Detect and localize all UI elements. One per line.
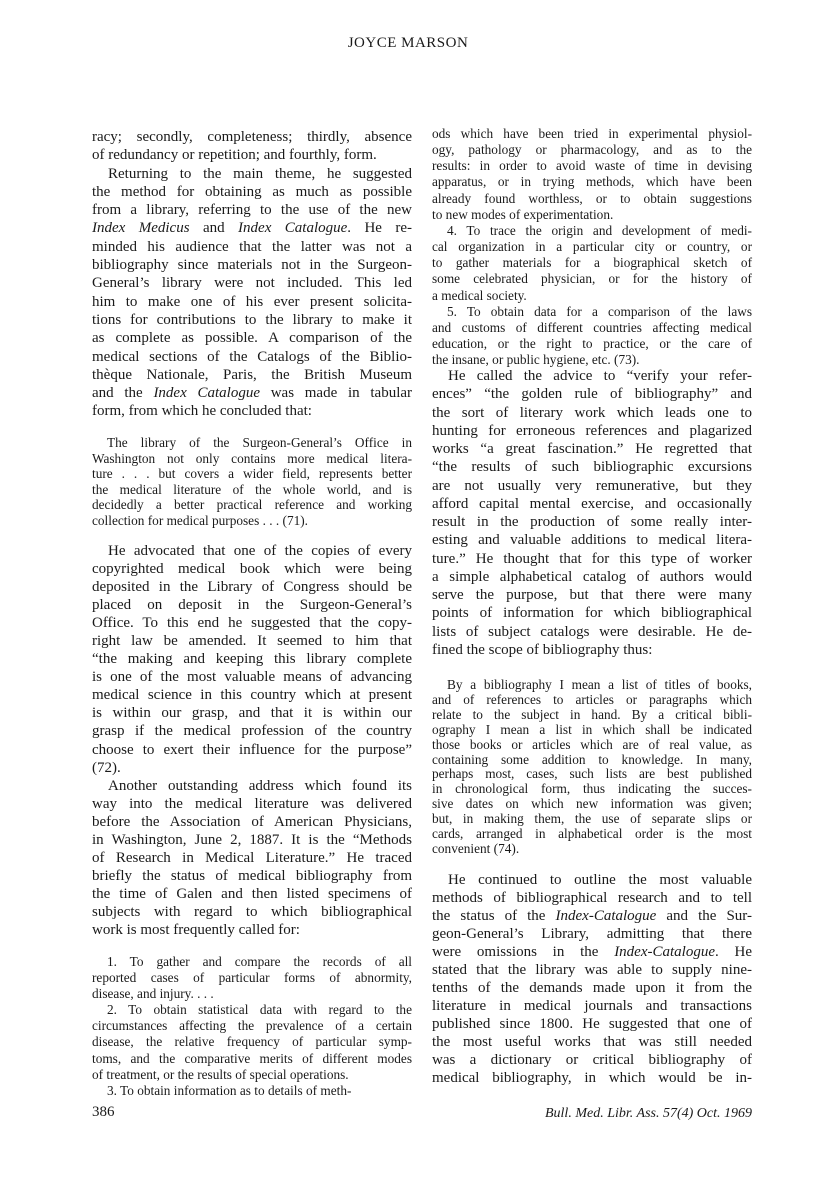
text-line: 5. To obtain data for a comparison of the laws	[447, 303, 752, 319]
text-line: disease, and injury. . . .	[92, 986, 214, 1002]
text-line: ods which have been tried in experimental physiol-	[432, 126, 752, 141]
text-line: form, from which he concluded that:	[92, 403, 312, 420]
text-line: to gather materials for a biographical sketch of	[432, 255, 752, 271]
right-block-quote	[432, 678, 752, 857]
text-line: cards, arranged in alphabetical order is the most	[432, 826, 752, 842]
text-line: ture . . . but covers a wider field, represents better	[92, 466, 412, 482]
text-line: 3. To obtain information as to details of meth-	[107, 1082, 352, 1098]
text-line: the insane, or public hygiene, etc. (73).	[432, 352, 640, 368]
text-line: “the making and keeping this library complete	[92, 651, 412, 668]
text-line: medical bibliography, in which would be in-	[432, 1070, 752, 1086]
text-line: choose to exert their influence for the purpose”	[92, 741, 412, 758]
text-line: containing some addition to knowledge. In many,	[432, 751, 752, 767]
text-line: tenths of the demands made upon it from the	[432, 980, 752, 996]
text-line: placed on deposit in the Surgeon-General’s	[92, 597, 412, 614]
text-line: racy; secondly, completeness; thirdly, absence	[92, 129, 412, 145]
text-line: in Washington, June 2, 1887. It is the “Methods	[92, 831, 412, 848]
text-line: lists of subject catalogs were desirable. He de-	[432, 623, 752, 640]
running-head: JOYCE MARSON	[347, 35, 469, 51]
text-line: but, in making them, the use of separate slips or	[432, 811, 752, 827]
page-number: 386	[92, 1104, 115, 1120]
text-line: literature in medical journals and transactions	[432, 998, 752, 1014]
text-line: cal organization in a particular city or country, or	[432, 239, 752, 255]
text-line: fined the scope of bibliography thus:	[432, 641, 653, 658]
text-line: disease, the relative frequency of particular symp-	[92, 1034, 412, 1050]
text-line: 1. To gather and compare the records of all	[107, 954, 412, 969]
italic-title: Index-Catalogue	[555, 908, 657, 924]
text-line: He continued to outline the most valuable	[448, 872, 752, 888]
text-line: a simple alphabetical catalog of authors would	[432, 568, 752, 585]
text-line: and customs of different countries affecting medical	[432, 319, 752, 335]
text-line: education, or the right to practice, or the care of	[432, 336, 752, 352]
italic-title: Index Catalogue	[153, 385, 260, 402]
text-line: as complete as possible. A comparison of the	[92, 330, 412, 347]
text-line: deposited in the Library of Congress should be	[92, 579, 412, 596]
left-numbered-list	[92, 954, 412, 1099]
text-line: is within our grasp, and that it is within our	[92, 705, 412, 722]
text-line: the method for obtaining as much as possible	[92, 183, 412, 200]
text-line: geon-General’s Library, admitting that there	[432, 926, 752, 942]
text-line: Washington not only contains more medical litera-	[92, 450, 412, 466]
text-line: ences” “the golden rule of bibliography” and	[432, 386, 752, 403]
left-block-quote	[92, 435, 412, 529]
text-line: those books or articles which are of real value, as	[432, 736, 752, 752]
text-line: the sort of literary work which leads one to	[432, 404, 752, 421]
text-line: published since 1800. He suggested that one of	[432, 1016, 752, 1032]
text-line: perhaps most, cases, such lists are best published	[432, 766, 752, 782]
text-line: thèque Nationale, Paris, the British Museum	[92, 366, 412, 383]
text-line: hunting for erroneous references and plagarized	[432, 422, 752, 439]
text-line: subjects with regard to which bibliographical	[92, 903, 412, 920]
right-numbered-list	[432, 126, 752, 368]
journal-citation: Bull. Med. Libr. Ass. 57(4) Oct. 1969	[544, 1106, 752, 1121]
text-line: “the results of such bibliographic excursions	[432, 459, 752, 476]
text-line: a medical society.	[432, 287, 527, 303]
text-line: the time of Galen and then listed specimens of	[92, 885, 412, 902]
text-line: of redundancy or repetition; and fourthly, form.	[92, 147, 377, 164]
text-line: Another outstanding address which found its	[108, 777, 412, 794]
text-line: He called the advice to “verify your refer-	[448, 368, 752, 384]
text-line: Index Medicus and Index Catalogue. He re-	[92, 220, 412, 237]
text-line: By a bibliography I mean a list of titles of books,	[447, 677, 752, 692]
text-line: ture.” He thought that for this type of worker	[432, 550, 752, 567]
text-line: The library of the Surgeon-General’s Office in	[107, 435, 412, 450]
text-line: relate to the subject in hand. By a critical bibli-	[432, 706, 752, 722]
text-line: serve the purpose, but that there were many	[432, 587, 752, 604]
text-line: afford capital mental exercise, and occasionally	[432, 495, 752, 512]
text-line: medical science in this country which at present	[92, 687, 412, 704]
text-line: methods of bibliographical research and to tell	[432, 890, 752, 906]
text-line: collection for medical purposes . . . (71).	[92, 512, 309, 528]
right-paragraph-2	[432, 871, 752, 1087]
text-line: copyrighted medical book which were being	[92, 561, 412, 578]
text-line: briefly the status of medical bibliography from	[92, 867, 412, 884]
text-line: circumstances affecting the prevalence of a certain	[92, 1018, 412, 1034]
text-line: He advocated that one of the copies of every	[108, 543, 412, 559]
text-line: medical sections of the Catalogs of the Biblio-	[92, 348, 412, 365]
text-line: esting and valuable additions to medical litera-	[432, 532, 752, 549]
text-line: him to make one of his ever present solicita-	[92, 293, 412, 310]
text-line: convenient (74).	[432, 840, 520, 856]
text-line: before the Association of American Physicians,	[92, 813, 412, 830]
text-line: to new modes of experimentation.	[432, 206, 614, 222]
text-line: decidedly a better practical reference and working	[92, 497, 412, 513]
text-line: is one of the most valuable means of advancing	[92, 669, 412, 686]
text-line: sive dates on which new information was given;	[432, 796, 752, 812]
left-paragraphs-2	[92, 542, 412, 939]
text-line: points of information for which bibliographical	[432, 605, 752, 622]
text-line: Returning to the main theme, he suggested	[108, 165, 412, 182]
text-line: and the Index Catalogue was made in tabular	[92, 385, 413, 402]
text-line: are not usually very remunerative, but they	[432, 477, 752, 494]
text-line: ography I mean a list in which shall be indicated	[432, 721, 752, 737]
text-line: the most useful works that was still needed	[432, 1034, 752, 1050]
text-line: ogy, pathology or pharmacology, and as to the	[432, 142, 752, 158]
text-line: the status of the Index-Catalogue and the Sur-	[432, 908, 752, 924]
text-line: (72).	[92, 759, 121, 776]
text-line: reported cases of particular forms of abnormity,	[92, 970, 412, 986]
text-line: toms, and the comparative merits of different modes	[92, 1050, 412, 1066]
text-line: Office. To this end he suggested that the copy-	[92, 615, 412, 632]
text-line: of treatment, or the results of special operations.	[92, 1066, 349, 1082]
italic-title: Index Medicus	[92, 220, 190, 237]
text-line: 2. To obtain statistical data with regard to the	[107, 1002, 412, 1018]
text-line: already found worthless, or to obtain suggestions	[432, 190, 752, 206]
text-line: were omissions in the Index-Catalogue. He	[432, 944, 752, 960]
text-line: was a dictionary or critical bibliography of	[432, 1052, 752, 1068]
left-paragraphs-1	[92, 128, 412, 421]
text-line: grasp if the medical profession of the country	[92, 723, 412, 740]
text-line: right law be amended. It seemed to him that	[92, 633, 412, 650]
text-line: work is most frequently called for:	[92, 921, 300, 938]
text-line: bibliography since materials not in the Surgeon-	[92, 257, 412, 274]
text-line: the medical literature of the whole world, and is	[92, 481, 412, 497]
text-line: some celebrated physician, or for the history of	[432, 271, 752, 287]
text-line: stated that the library was able to supply nine-	[432, 962, 752, 978]
text-line: result in the production of some really inter-	[432, 514, 752, 531]
text-line: in chronological form, thus indicating the succes-	[432, 781, 752, 797]
text-line: results: in order to avoid waste of time in devising	[432, 158, 752, 174]
right-paragraph-1	[432, 367, 752, 659]
text-line: minded his audience that the latter was not a	[92, 238, 412, 255]
text-line: General’s library were not included. This led	[92, 275, 412, 292]
text-line: tions for contributions to the library to make it	[92, 311, 412, 328]
italic-title: Index-Catalogue	[614, 944, 715, 960]
text-line: of Research in Medical Literature.” He traced	[92, 849, 412, 866]
text-line: apparatus, or in trying methods, which have been	[432, 174, 752, 190]
text-line: and of references to articles or paragraphs which	[432, 691, 752, 707]
text-line: works “a great fascination.” He regretted that	[432, 441, 752, 458]
text-line: from a library, referring to the use of the new	[92, 202, 412, 219]
text-line: way into the medical literature was delivered	[92, 795, 412, 812]
italic-title: Index Catalogue	[238, 220, 348, 237]
text-line: 4. To trace the origin and development of medi-	[447, 222, 752, 238]
